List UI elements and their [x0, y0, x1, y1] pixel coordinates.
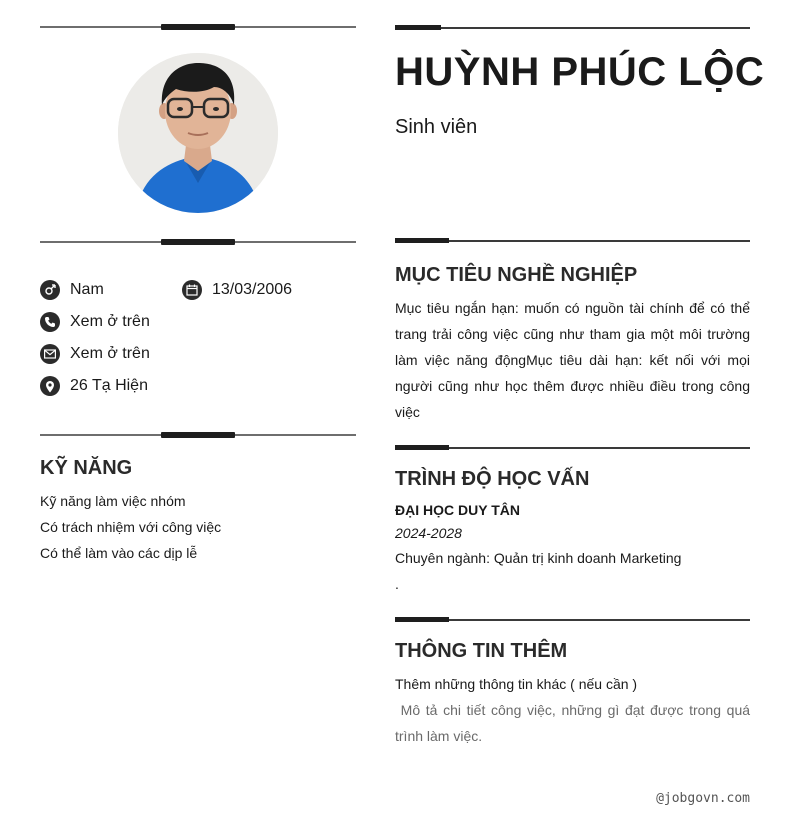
avatar	[118, 53, 278, 213]
skill-item: Kỹ năng làm việc nhóm	[40, 493, 186, 509]
phone-icon	[40, 312, 60, 332]
school-name: ĐẠI HỌC DUY TÂN	[395, 502, 520, 518]
left-photo-divider	[40, 241, 356, 243]
skill-item: Có trách nhiệm với công việc	[40, 519, 222, 535]
major: Chuyên ngành: Quản trị kinh doanh Marketing	[395, 550, 682, 566]
skill-item: Có thể làm vào các dịp lễ	[40, 545, 198, 561]
study-years: 2024-2028	[395, 525, 462, 541]
job-role: Sinh viên	[395, 116, 478, 138]
objective-divider	[395, 240, 750, 242]
education-divider	[395, 447, 750, 449]
education-title: TRÌNH ĐỘ HỌC VẤN	[395, 468, 590, 490]
brand-watermark: @jobgovn.com	[656, 791, 750, 806]
gender-icon	[40, 280, 60, 300]
phone-row	[40, 312, 150, 332]
extra-title: THÔNG TIN THÊM	[395, 640, 568, 662]
extra-line-2: Mô tả chi tiết công việc, những gì đạt được trong quá trình làm việc.	[395, 702, 754, 744]
gender-row	[40, 280, 104, 300]
calendar-icon	[182, 280, 202, 300]
birthdate-row	[182, 280, 292, 300]
location-pin-icon	[40, 376, 60, 396]
education-note: .	[395, 576, 399, 592]
right-top-divider	[395, 27, 750, 29]
mail-icon	[40, 344, 60, 364]
skills-title: KỸ NĂNG	[40, 457, 133, 479]
phone-value: Xem ở trên	[70, 313, 150, 330]
email-value: Xem ở trên	[70, 345, 150, 362]
full-name: HUỲNH PHÚC LỘC	[395, 50, 765, 94]
extra-line-1: Thêm những thông tin khác ( nếu cần )	[395, 676, 638, 692]
gender-value: Nam	[70, 281, 104, 298]
objective-title: MỤC TIÊU NGHỀ NGHIỆP	[395, 264, 638, 286]
left-top-divider	[40, 26, 356, 28]
left-skills-divider	[40, 434, 356, 436]
extra-divider	[395, 619, 750, 621]
birthdate-value: 13/03/2006	[212, 281, 293, 298]
address-value: 26 Tạ Hiện	[70, 377, 148, 394]
objective-text: Mục tiêu ngắn hạn: muốn có nguồn tài chính để có thể trang trải công việc cũng như tham gia một môi trường làm việc năng độngMục tiêu dài hạn: kết nối với mọi người cũng như học thêm được nhiều điều trong công việc	[395, 300, 750, 420]
address-row	[40, 376, 148, 396]
email-row	[40, 344, 150, 364]
